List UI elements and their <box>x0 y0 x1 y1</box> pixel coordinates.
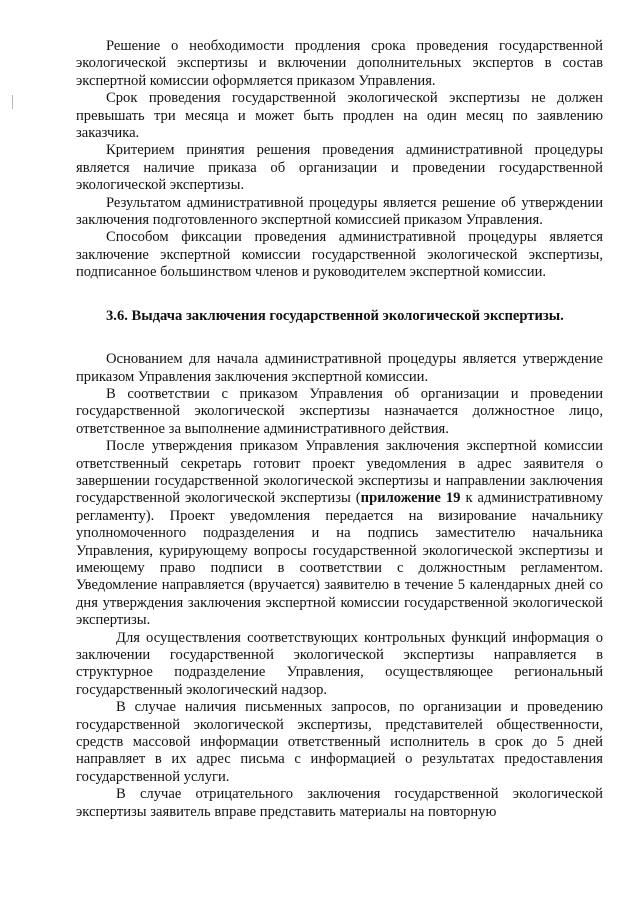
paragraph-review-term: Срок проведения государственной экологической экспертизы не должен превышать три месяца и может быть продлен на один месяц по заявлению заказчика. <box>76 90 603 142</box>
paragraph-fixation-method: Способом фиксации проведения административной процедуры является заключение экспертной комиссии государственной экологической экспертизы, подписанное большинством членов и руководителем экспертной комиссии. <box>76 229 603 281</box>
section-heading: 3.6. Выдача заключения государственной экологической экспертизы. <box>106 307 564 324</box>
scan-margin-mark <box>12 95 13 109</box>
section-spacer <box>76 325 603 351</box>
section-spacer <box>76 282 603 308</box>
appendix-reference: приложение 19 <box>360 490 461 507</box>
paragraph-basis: Основанием для начала административной процедуры является утверждение приказом Управления заключения экспертной комиссии. <box>76 351 603 385</box>
paragraph-extension-decision: Решение о необходимости продления срока проведения государственной экологической экспертизы и включении дополнительных экспертов в состав экспертной комиссии оформляется приказом Управления. <box>76 38 603 89</box>
paragraph-negative-conclusion: В случае отрицательного заключения государственной экологической экспертизы заявитель вправе представить материалы на повторную <box>76 786 603 820</box>
notification-text-start: После утверждения приказом Управления заключения экспертной комиссии ответственный секретарь готовит проект уведомления в адрес заявителя о завершении государственной экологической экспертизы и направлении заключения государственной экологической экспертизы ( <box>76 438 603 507</box>
paragraph-written-requests: В случае наличия письменных запросов, по организации и проведению государственной экологической экспертизы, представителей общественности, средств массовой информации ответственный исполнитель в срок до 5 дней направляет в их адрес письма с информацией о результатах предоставления государственной услуги. <box>76 699 603 785</box>
paragraph-control-functions: Для осуществления соответствующих контрольных функций информация о заключении государственной экологической экспертизы направляется в структурное подразделение Управления, осуществляющее региональный государственный экологический надзор. <box>76 629 603 698</box>
paragraph-notification <box>76 438 603 629</box>
paragraph-responsible-person: В соответствии с приказом Управления об организации и проведении государственной экологической экспертизы назначается должностное лицо, ответственное за выполнение административного действия. <box>76 385 603 437</box>
paragraph-decision-criterion: Критерием принятия решения проведения административной процедуры является наличие приказа об организации и проведении государственной экологической экспертизы. <box>76 142 603 194</box>
notification-text-end: к административному регламенту). Проект уведомления передается на визирование начальнику уполномоченного подразделения и на подпись заместителю начальника Управления, курирующему вопросы государственной экологической экспертизы и имеющему право подписи в соответствии с должностным регламентом. Уведомление направляется (вручается) заявителю в течение 5 календарных дней со дня утверждения заключения экспертной комиссии государственной экологической экспертизы. <box>76 490 603 629</box>
paragraph-procedure-result: Результатом административной процедуры является решение об утверждении заключения подготовленного экспертной комиссией приказом Управления. <box>76 194 603 229</box>
document-body <box>76 38 603 821</box>
